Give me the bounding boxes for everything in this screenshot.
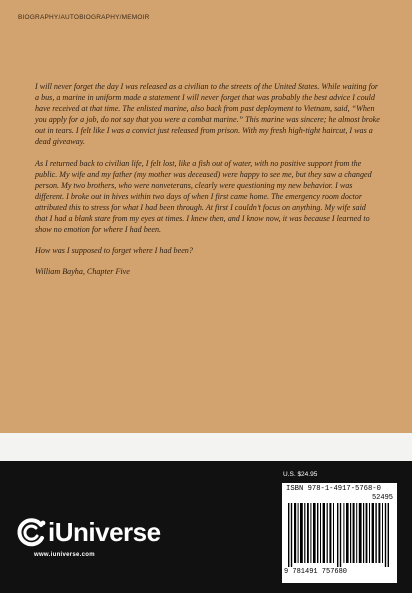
blurb-text [35,81,380,287]
blurb-paragraph-3: How was I supposed to forget where I had been? [35,246,193,256]
barcode-icon [286,503,393,567]
barcode-digits: 9 781491 757680 [284,568,348,576]
divider-band [0,433,412,461]
blurb-paragraph-1: I will never forget the day I was released as a civilian to the streets of the United States. While waiting for a bus, a marine in uniform made a statement I will never forget that was probably the best advice I could have received at that time. The enlisted marine, also back from past deployment to Vietnam, said, “When you apply for a job, do not say that you were a combat marine.” This marine was sincere; he almost broke out in tears. I felt like I was a convict just released from prison. With my fresh high-tight haircut, I was a dead giveaway. [35,82,380,147]
attribution: William Bayha, Chapter Five [35,267,130,277]
price-code: 52495 [371,494,393,502]
price-label: U.S. $24.95 [283,471,318,478]
category-label: BIOGRAPHY/AUTOBIOGRAPHY/MEMOIR [18,14,150,21]
footer-panel [0,461,412,593]
publisher-url: www.iuniverse.com [34,552,95,558]
blurb-paragraph-2: As I returned back to civilian life, I felt lost, like a fish out of water, with no positive support from the public. My wife and my father (my mother was deceased) were happy to see me, but they saw a changed person. My two brothers, who were nonveterans, clearly were questioning my new behavior. I was different. I broke out in hives within two days of when I first came home. The emergency room doctor attributed this to stress for what I had been through. At first I couldn’t focus on anything. My wife said that I had a blank stare from my eyes at times. I knew then, and I know now, it was because I learned to show no emotion for where I had been. [35,158,372,235]
swirl-icon [14,516,48,550]
isbn-text: ISBN 978-1-4917-5768-0 [286,485,381,493]
publisher-name: iUniverse [48,517,161,547]
barcode-panel [282,483,397,583]
publisher-logo [14,514,174,566]
